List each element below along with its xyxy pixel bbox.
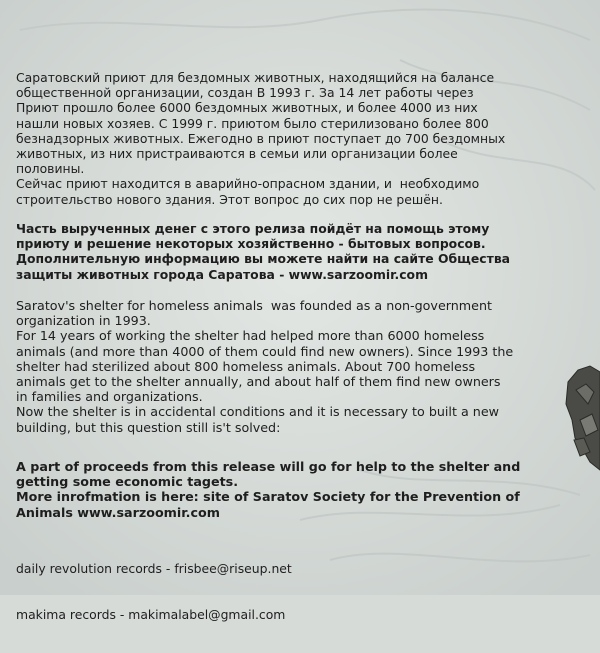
russian-donation-note: Часть вырученных денег с этого релиза пойдёт на помощь этому приюту и решение некоторых хозяйственно - бытовых вопросов. Дополнительную информацию вы можете найти на сайте Общества защиты животных города Саратова - www.sarzoomir.com (16, 221, 511, 282)
contacts-list (16, 531, 576, 653)
english-donation-note: A part of proceeds from this release will go for help to the shelter and getting some economic tagets. More inrofmation is here: site of Saratov Society for the Prevention of Animals www.sarzoomir.com (16, 459, 521, 520)
contact-line: daily revolution records - frisbee@riseup.net (16, 561, 292, 577)
russian-paragraph: Саратовский приют для бездомных животных, находящийся на балансе общественной организации, создан В 1993 г. За 14 лет работы через Приют прошло более 6000 бездомных животных, и более 4000 из них нашли новых хозяев. С 1999 г. приютом было стерилизовано более 800 безнадзорных животных. Ежегодно в приют поступает до 700 бездомных животных, из них пристраиваются в семьи или организации более половины. Сейчас приют находится в аварийно-опрасном здании, и необходимо строительство нового здания. Этот вопрос до сих пор не решён. (16, 70, 506, 207)
english-paragraph: Saratov's shelter for homeless animals was founded as a non-government organization in 1993. For 14 years of working the shelter had helped more than 6000 homeless animals (and more than 4000 of them could find new owners). Since 1993 the shelter had sterilized about 800 homeless animals. About 700 homeless animals get to the shelter annually, and about half of them find new owners in families and organizations. Now the shelter is in accidental conditions and it is necessary to built a new building, but this question still is't solved: (16, 298, 514, 435)
contact-line: makima records - makimalabel@gmail.com (16, 607, 286, 623)
